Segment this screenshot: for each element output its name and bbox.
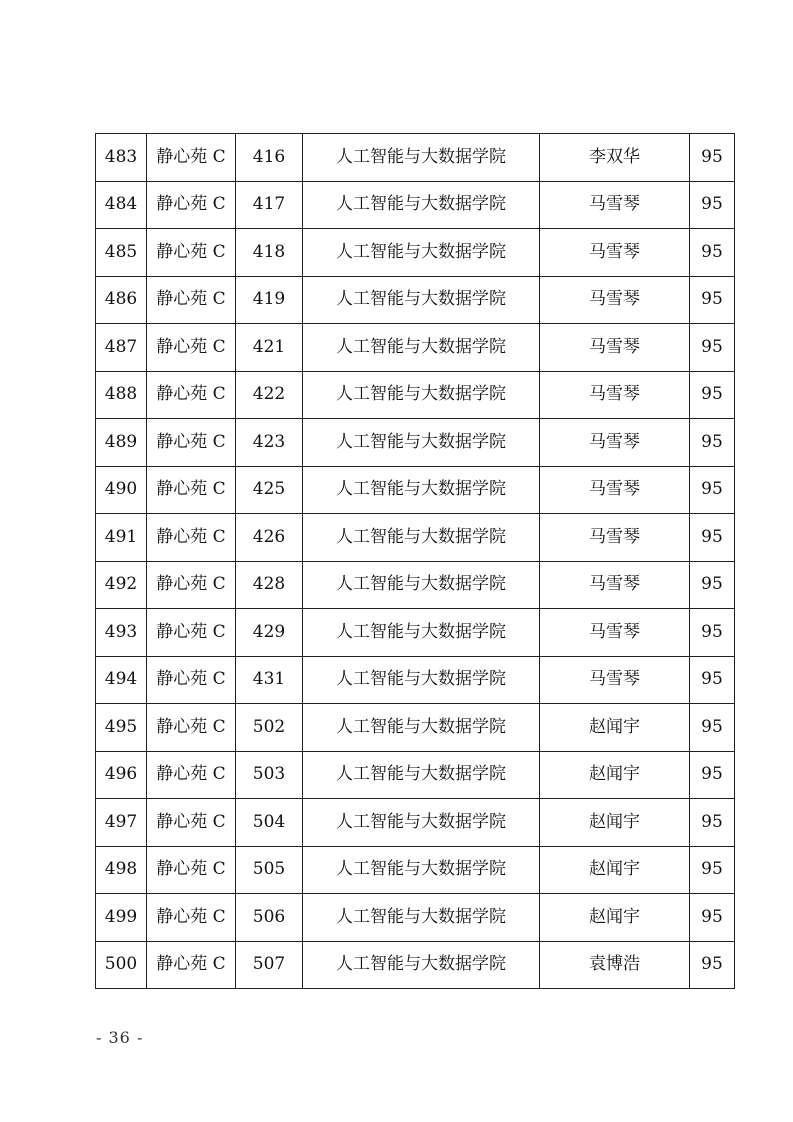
cell-building: 静心苑 C (147, 514, 236, 562)
cell-name: 赵闻宇 (540, 704, 690, 752)
cell-building: 静心苑 C (147, 704, 236, 752)
cell-name: 马雪琴 (540, 229, 690, 277)
cell-college: 人工智能与大数据学院 (303, 656, 540, 704)
cell-score: 95 (690, 134, 735, 182)
cell-college: 人工智能与大数据学院 (303, 751, 540, 799)
table-row (96, 229, 735, 277)
cell-room-number: 428 (236, 561, 303, 609)
cell-serial-number: 496 (96, 751, 147, 799)
cell-room-number: 502 (236, 704, 303, 752)
cell-name: 马雪琴 (540, 324, 690, 372)
cell-college: 人工智能与大数据学院 (303, 181, 540, 229)
cell-college: 人工智能与大数据学院 (303, 229, 540, 277)
cell-college: 人工智能与大数据学院 (303, 276, 540, 324)
cell-serial-number: 487 (96, 324, 147, 372)
cell-building: 静心苑 C (147, 656, 236, 704)
cell-serial-number: 491 (96, 514, 147, 562)
cell-serial-number: 493 (96, 609, 147, 657)
cell-room-number: 425 (236, 466, 303, 514)
cell-room-number: 503 (236, 751, 303, 799)
cell-name: 马雪琴 (540, 561, 690, 609)
table-row (96, 799, 735, 847)
cell-building: 静心苑 C (147, 276, 236, 324)
cell-room-number: 504 (236, 799, 303, 847)
cell-name: 赵闻宇 (540, 799, 690, 847)
cell-college: 人工智能与大数据学院 (303, 799, 540, 847)
table-body (96, 134, 735, 989)
table-row (96, 276, 735, 324)
cell-building: 静心苑 C (147, 229, 236, 277)
cell-serial-number: 490 (96, 466, 147, 514)
table-row (96, 561, 735, 609)
cell-score: 95 (690, 609, 735, 657)
cell-building: 静心苑 C (147, 134, 236, 182)
cell-building: 静心苑 C (147, 561, 236, 609)
table-row (96, 466, 735, 514)
table-row (96, 704, 735, 752)
cell-score: 95 (690, 276, 735, 324)
cell-score: 95 (690, 229, 735, 277)
table-row (96, 324, 735, 372)
cell-college: 人工智能与大数据学院 (303, 561, 540, 609)
cell-room-number: 426 (236, 514, 303, 562)
cell-name: 李双华 (540, 134, 690, 182)
cell-building: 静心苑 C (147, 941, 236, 989)
cell-serial-number: 492 (96, 561, 147, 609)
cell-serial-number: 499 (96, 894, 147, 942)
page-number: - 36 - (96, 1028, 144, 1047)
cell-score: 95 (690, 894, 735, 942)
cell-room-number: 506 (236, 894, 303, 942)
cell-name: 马雪琴 (540, 276, 690, 324)
cell-college: 人工智能与大数据学院 (303, 419, 540, 467)
cell-room-number: 418 (236, 229, 303, 277)
cell-college: 人工智能与大数据学院 (303, 941, 540, 989)
cell-room-number: 419 (236, 276, 303, 324)
table-row (96, 371, 735, 419)
cell-room-number: 423 (236, 419, 303, 467)
cell-score: 95 (690, 514, 735, 562)
cell-college: 人工智能与大数据学院 (303, 609, 540, 657)
cell-building: 静心苑 C (147, 799, 236, 847)
cell-score: 95 (690, 799, 735, 847)
table-row (96, 514, 735, 562)
cell-score: 95 (690, 419, 735, 467)
table-row (96, 181, 735, 229)
cell-name: 赵闻宇 (540, 751, 690, 799)
cell-name: 马雪琴 (540, 514, 690, 562)
table-row (96, 846, 735, 894)
cell-college: 人工智能与大数据学院 (303, 514, 540, 562)
cell-room-number: 416 (236, 134, 303, 182)
cell-name: 赵闻宇 (540, 846, 690, 894)
cell-score: 95 (690, 656, 735, 704)
cell-serial-number: 486 (96, 276, 147, 324)
dormitory-score-table (95, 133, 735, 989)
cell-college: 人工智能与大数据学院 (303, 704, 540, 752)
cell-room-number: 422 (236, 371, 303, 419)
cell-building: 静心苑 C (147, 324, 236, 372)
cell-building: 静心苑 C (147, 894, 236, 942)
cell-serial-number: 495 (96, 704, 147, 752)
cell-name: 马雪琴 (540, 419, 690, 467)
cell-serial-number: 489 (96, 419, 147, 467)
table-row (96, 894, 735, 942)
cell-serial-number: 484 (96, 181, 147, 229)
cell-name: 袁博浩 (540, 941, 690, 989)
cell-building: 静心苑 C (147, 846, 236, 894)
table-row (96, 134, 735, 182)
cell-building: 静心苑 C (147, 466, 236, 514)
cell-building: 静心苑 C (147, 751, 236, 799)
cell-score: 95 (690, 941, 735, 989)
cell-room-number: 421 (236, 324, 303, 372)
cell-score: 95 (690, 371, 735, 419)
cell-college: 人工智能与大数据学院 (303, 134, 540, 182)
cell-name: 马雪琴 (540, 609, 690, 657)
cell-score: 95 (690, 704, 735, 752)
cell-serial-number: 497 (96, 799, 147, 847)
table-row (96, 609, 735, 657)
cell-name: 赵闻宇 (540, 894, 690, 942)
cell-serial-number: 498 (96, 846, 147, 894)
cell-college: 人工智能与大数据学院 (303, 324, 540, 372)
cell-score: 95 (690, 181, 735, 229)
cell-building: 静心苑 C (147, 419, 236, 467)
table-row (96, 419, 735, 467)
cell-college: 人工智能与大数据学院 (303, 846, 540, 894)
cell-serial-number: 494 (96, 656, 147, 704)
cell-building: 静心苑 C (147, 181, 236, 229)
cell-score: 95 (690, 751, 735, 799)
cell-room-number: 431 (236, 656, 303, 704)
cell-serial-number: 488 (96, 371, 147, 419)
cell-name: 马雪琴 (540, 466, 690, 514)
cell-score: 95 (690, 846, 735, 894)
cell-room-number: 507 (236, 941, 303, 989)
cell-score: 95 (690, 466, 735, 514)
cell-name: 马雪琴 (540, 656, 690, 704)
cell-college: 人工智能与大数据学院 (303, 371, 540, 419)
cell-room-number: 429 (236, 609, 303, 657)
cell-college: 人工智能与大数据学院 (303, 466, 540, 514)
cell-room-number: 505 (236, 846, 303, 894)
cell-building: 静心苑 C (147, 371, 236, 419)
cell-building: 静心苑 C (147, 609, 236, 657)
cell-serial-number: 483 (96, 134, 147, 182)
table-row (96, 941, 735, 989)
cell-serial-number: 500 (96, 941, 147, 989)
cell-name: 马雪琴 (540, 181, 690, 229)
cell-college: 人工智能与大数据学院 (303, 894, 540, 942)
cell-room-number: 417 (236, 181, 303, 229)
table-row (96, 656, 735, 704)
cell-score: 95 (690, 561, 735, 609)
table-row (96, 751, 735, 799)
cell-serial-number: 485 (96, 229, 147, 277)
cell-name: 马雪琴 (540, 371, 690, 419)
cell-score: 95 (690, 324, 735, 372)
